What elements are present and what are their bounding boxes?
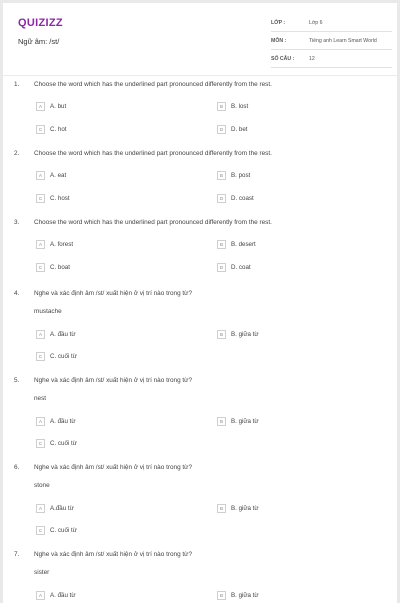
option-label: A. đầu từ bbox=[50, 331, 76, 338]
question-text: Nghe và xác định âm /st/ xuất hiện ở vị trí nào trong từ? bbox=[34, 551, 193, 558]
option-letter-box: A bbox=[36, 591, 45, 600]
meta-label: LỚP : bbox=[271, 19, 286, 26]
option-letter-box: A bbox=[36, 102, 45, 111]
option-letter-box: A bbox=[36, 171, 45, 180]
option-b[interactable] bbox=[217, 171, 250, 180]
option-c[interactable] bbox=[36, 263, 70, 272]
question-number: 7. bbox=[14, 551, 20, 558]
option-letter-box: C bbox=[36, 125, 45, 134]
option-letter-box: C bbox=[36, 194, 45, 203]
option-label: A. đầu từ bbox=[50, 418, 76, 425]
option-label: C. cuối từ bbox=[50, 440, 77, 447]
option-letter-box: B bbox=[217, 102, 226, 111]
question-word: nest bbox=[34, 395, 47, 402]
meta-value: 12 bbox=[309, 55, 315, 62]
option-b[interactable] bbox=[217, 417, 259, 426]
option-label: C. cuối từ bbox=[50, 353, 77, 360]
option-a[interactable] bbox=[36, 240, 73, 249]
meta-row-class bbox=[271, 14, 392, 32]
option-label: C. boat bbox=[50, 264, 70, 271]
meta-label: SỐ CÂU : bbox=[271, 55, 295, 62]
option-b[interactable] bbox=[217, 591, 259, 600]
option-c[interactable] bbox=[36, 526, 77, 535]
question-text: Nghe và xác định âm /st/ xuất hiện ở vị trí nào trong từ? bbox=[34, 464, 193, 471]
option-letter-box: D bbox=[217, 125, 226, 134]
option-c[interactable] bbox=[36, 194, 70, 203]
option-label: B. giữa từ bbox=[231, 505, 259, 512]
option-label: B. lost bbox=[231, 103, 249, 110]
option-label: D. bet bbox=[231, 126, 248, 133]
question-text: Choose the word which has the underlined part pronounced differently from the rest. bbox=[34, 81, 272, 88]
question-text: Nghe và xác định âm /st/ xuất hiện ở vị trí nào trong từ? bbox=[34, 377, 193, 384]
meta-value: Tiếng anh Learn Smart World bbox=[309, 37, 377, 44]
meta-row-count bbox=[271, 50, 392, 68]
option-a[interactable] bbox=[36, 330, 75, 339]
option-label: B. desert bbox=[231, 241, 256, 248]
option-letter-box: A bbox=[36, 417, 45, 426]
option-letter-box: A bbox=[36, 330, 45, 339]
option-letter-box: B bbox=[217, 417, 226, 426]
option-letter-box: B bbox=[217, 504, 226, 513]
question-text: Choose the word which has the underlined part pronounced differently from the rest. bbox=[34, 219, 272, 226]
option-b[interactable] bbox=[217, 504, 259, 513]
option-label: A.đầu từ bbox=[50, 505, 74, 512]
option-label: D. coat bbox=[231, 264, 251, 271]
option-label: A. forest bbox=[50, 241, 74, 248]
meta-row-subject bbox=[271, 32, 392, 50]
question-number: 4. bbox=[14, 290, 20, 297]
option-d[interactable] bbox=[217, 194, 254, 203]
meta-value: Lớp 6 bbox=[309, 19, 323, 26]
option-letter-box: A bbox=[36, 504, 45, 513]
quizizz-logo: QUIZIZZ bbox=[18, 17, 63, 29]
worksheet-page bbox=[3, 3, 397, 603]
question-number: 5. bbox=[14, 377, 20, 384]
option-letter-box: C bbox=[36, 439, 45, 448]
question-word: stone bbox=[34, 482, 50, 489]
question-number: 2. bbox=[14, 150, 20, 157]
option-a[interactable] bbox=[36, 417, 75, 426]
question-text: Choose the word which has the underlined part pronounced differently from the rest. bbox=[34, 150, 272, 157]
option-letter-box: C bbox=[36, 526, 45, 535]
meta-label: MÔN : bbox=[271, 37, 287, 44]
option-letter-box: C bbox=[36, 352, 45, 361]
worksheet-meta bbox=[271, 14, 392, 68]
option-label: A. but bbox=[50, 103, 67, 110]
option-b[interactable] bbox=[217, 240, 256, 249]
option-letter-box: B bbox=[217, 330, 226, 339]
option-b[interactable] bbox=[217, 102, 248, 111]
option-letter-box: D bbox=[217, 194, 226, 203]
question-text: Nghe và xác định âm /st/ xuất hiện ở vị trí nào trong từ? bbox=[34, 290, 193, 297]
option-label: B. post bbox=[231, 172, 251, 179]
option-letter-box: B bbox=[217, 591, 226, 600]
option-b[interactable] bbox=[217, 330, 259, 339]
question-number: 6. bbox=[14, 464, 20, 471]
option-label: C. cuối từ bbox=[50, 527, 77, 534]
option-a[interactable] bbox=[36, 102, 66, 111]
option-label: D. coast bbox=[231, 195, 254, 202]
question-word: sister bbox=[34, 569, 50, 576]
option-label: B. giữa từ bbox=[231, 331, 259, 338]
question-number: 1. bbox=[14, 81, 20, 88]
option-label: A. eat bbox=[50, 172, 67, 179]
option-letter-box: D bbox=[217, 263, 226, 272]
option-label: C. host bbox=[50, 195, 70, 202]
header-divider bbox=[3, 75, 397, 76]
option-label: A. đầu từ bbox=[50, 592, 76, 599]
option-label: B. giữa từ bbox=[231, 418, 259, 425]
option-c[interactable] bbox=[36, 125, 67, 134]
question-number: 3. bbox=[14, 219, 20, 226]
worksheet-title: Ngữ âm: /st/ bbox=[18, 37, 60, 46]
option-letter-box: A bbox=[36, 240, 45, 249]
option-label: C. hot bbox=[50, 126, 67, 133]
option-a[interactable] bbox=[36, 504, 74, 513]
option-c[interactable] bbox=[36, 352, 77, 361]
option-a[interactable] bbox=[36, 171, 66, 180]
option-letter-box: B bbox=[217, 240, 226, 249]
option-letter-box: C bbox=[36, 263, 45, 272]
option-letter-box: B bbox=[217, 171, 226, 180]
question-word: mustache bbox=[34, 308, 62, 315]
option-d[interactable] bbox=[217, 263, 251, 272]
option-a[interactable] bbox=[36, 591, 75, 600]
option-c[interactable] bbox=[36, 439, 77, 448]
option-d[interactable] bbox=[217, 125, 248, 134]
option-label: B. giữa từ bbox=[231, 592, 259, 599]
